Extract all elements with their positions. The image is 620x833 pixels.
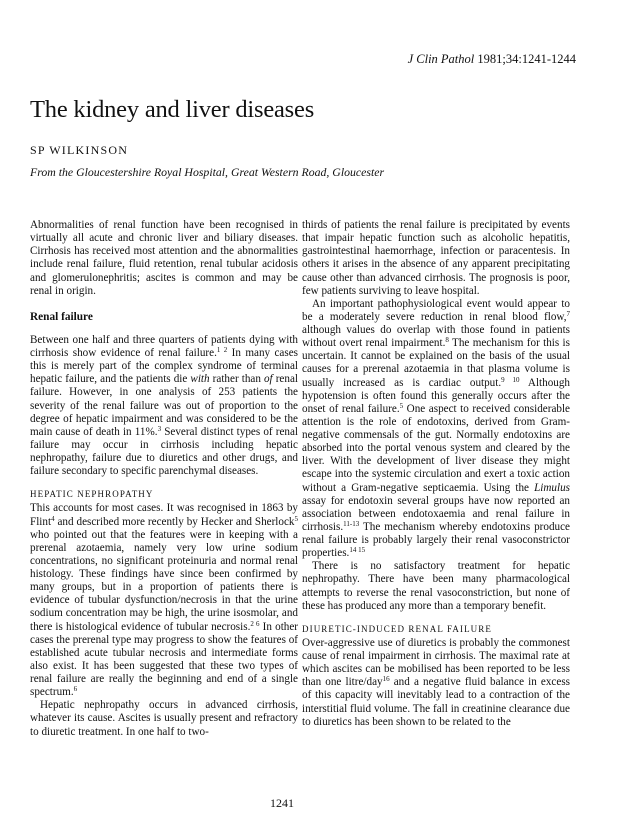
text-run: In other cases the prerenal type may progress to show the features of established acute tubular necrosis and intermediate forms also exist. It has been suggested that these two types of renal failure are really the beginning and end of a single spectrum. <box>30 620 299 699</box>
citation-ref: 9 10 <box>501 375 520 384</box>
text-run: although values do overlap with those found in patients without overt renal impairment. <box>302 324 570 350</box>
citation-ref: 3 <box>157 424 162 433</box>
page-number: 1241 <box>270 796 294 810</box>
text-run: The mechanism whereby endotoxins produce renal failure is probably largely their renal vasoconstrictor properties. <box>302 520 570 560</box>
hepatic-nephropathy-paragraph-1 <box>30 502 298 699</box>
text-run: rather than <box>209 373 264 386</box>
journal-name: J Clin Pathol <box>407 52 475 66</box>
text-run: An important pathophysiological event would appear to be a moderately severe reduction in renal blood flow, <box>302 297 570 323</box>
citation-ref: 4 <box>51 514 55 523</box>
text-run: Although hypotension is often found this generally occurs after the onset of renal failure. <box>302 376 570 415</box>
citation-ref: 7 <box>566 309 570 318</box>
author-affiliation: From the Gloucestershire Royal Hospital, Great Western Road, Gloucester <box>30 165 385 179</box>
continuation-paragraph: thirds of patients the renal failure is precipitated by events that impair hepatic function such as alcoholic hepatitis, gastrointestinal haemorrhage, infection or paracentesis. In others it arises in the absence of any apparent precipitating cause other than advanced cirrhosis. The prognosis is poor, few patients surviving to leave hospital. <box>302 219 570 297</box>
citation-ref: 14 15 <box>349 546 366 555</box>
emphasis-limulus: Limulus <box>534 481 570 494</box>
abstract-paragraph: Abnormalities of renal function have been recognised in virtually all acute and chronic liver and biliary diseases. Cirrhosis has received most attention and the abnormalities include renal failure, fluid retention, renal tubular acidosis and glomerulonephritis; ascites is common and may be renal in origin. <box>30 219 298 297</box>
journal-citation <box>408 52 576 67</box>
citation-ref: 1 2 <box>216 346 228 354</box>
citation-ref: 5 <box>294 514 298 523</box>
citation-ref: 11-13 <box>343 519 360 528</box>
text-run: assay for endotoxin several groups have now reported an association between endotoxaemia and renal failure in cirrhosis. <box>302 494 570 533</box>
subheading-diuretic-induced: DIURETIC-INDUCED RENAL FAILURE <box>302 623 492 634</box>
journal-volume-pages: 1981;34:1241-1244 <box>477 52 576 66</box>
text-run: Between one half and three quarters of patients dying with cirrhosis show evidence of renal failure. <box>30 333 298 359</box>
text-run: Several distinct types of renal failure may occur in cirrhosis including hepatic nephropathy, failure due to diuretics and other drugs, and failure secondary to specific parenchymal diseases. <box>30 425 298 478</box>
author-name: SP WILKINSON <box>30 143 129 157</box>
subheading-hepatic-nephropathy: HEPATIC NEPHROPATHY <box>30 489 154 500</box>
treatment-paragraph: There is no satisfactory treatment for hepatic nephropathy. There have been many pharmacological attempts to reverse the renal vasoconstriction, but none of these has produced any more than a temporary benefit. <box>302 560 570 612</box>
citation-ref: 5 <box>399 401 404 410</box>
text-run: renal failure. However, in one analysis of 253 patients the severity of the renal failure was out of proportion to the degree of hepatic impairment and was considered to be the main cause of death in 11%. <box>30 373 298 438</box>
left-column <box>30 219 298 739</box>
emphasis-of: of <box>263 373 273 386</box>
text-run: who pointed out that the features were in keeping with a prerenal azotaemia, namely very low urine sodium concentrations, no significant proteinuria and normal renal histology. These findings have since been confirmed by many groups, but in a proportion of patients there is evidence of tubular dysfunction/necrosis in that the urine sodium concentration may be high, the urine isosmolar, and there is histological evidence of tubular necrosis. <box>30 528 298 633</box>
text-run: In many cases this is merely part of the complex syndrome of terminal hepatic failure, and the patients die <box>30 347 298 386</box>
text-run: The mechanism for this is uncertain. It cannot be explained on the basis of the usual causes for a prerenal azotaemia in that plasma volume is usually increased as is cardiac output. <box>302 337 570 389</box>
citation-ref: 8 <box>445 336 449 345</box>
text-run: One aspect to received considerable attention is the role of endotoxins, derived from Gram-negative commensals of the gut. Normally endotoxins are absorbed into the portal venous system and cleared by the liver. With the development of liver disease they might escape into the systemic circulation and exert a toxic action without a Gram-negative septicaemia. Using the <box>302 402 570 494</box>
emphasis-with: with <box>190 373 210 386</box>
text-run: and described more recently by Hecker and Sherlock <box>54 515 295 528</box>
citation-ref: 6 <box>73 685 78 694</box>
right-column <box>302 219 570 729</box>
citation-ref: 2 6 <box>250 619 260 628</box>
citation-ref: 16 <box>382 675 390 684</box>
article-title: The kidney and liver diseases <box>30 96 315 123</box>
hepatic-nephropathy-paragraph-2: Hepatic nephropathy occurs in advanced cirrhosis, whatever its cause. Ascites is usually present and refractory to diuretic treatment. In one half to two- <box>30 699 298 738</box>
section-heading-renal-failure: Renal failure <box>30 310 93 323</box>
text-run: Over-aggressive use of diuretics is probably the commonest cause of renal impairment in cirrhosis. The maximal rate at which ascites can be mobilised has been reported to be less than one litre/day <box>302 636 570 689</box>
renal-failure-paragraph <box>30 334 298 478</box>
text-run: This accounts for most cases. It was recognised in 1863 by Flint <box>30 502 298 528</box>
pathophysiology-paragraph <box>302 298 570 561</box>
diuretic-paragraph <box>302 637 570 729</box>
text-run: and a negative fluid balance in excess of this capacity will inevitably lead to a contraction of the interstitial fluid volume. The fall in creatinine clearance due to diuretics has been shown to be related to the <box>302 676 570 728</box>
